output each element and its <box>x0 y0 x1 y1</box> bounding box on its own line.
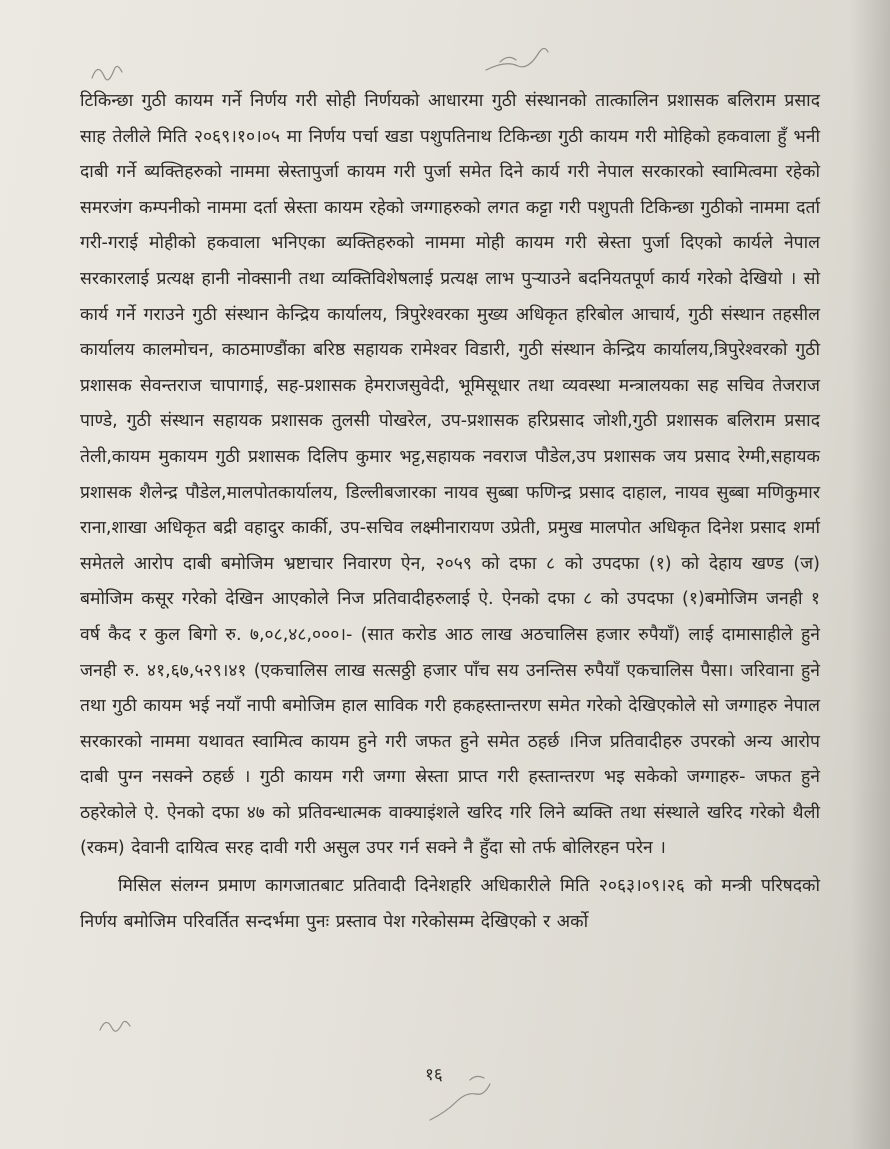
initial-mark-top-left <box>92 66 122 79</box>
page-number: १६ <box>425 1065 443 1085</box>
body-paragraph-1: टिकिन्छा गुठी कायम गर्ने निर्णय गरी सोही निर्णयको आधारमा गुठी संस्थानको तात्कालिन प्रशासक बलिराम प्रसाद साह तेलीले मिति २०६९।१०।०५ मा निर्णय पर्चा खडा पशुपतिनाथ टिकिन्छा गुठी कायम गरी मोहिको हकवाला हुँ भनी दाबी गर्ने ब्यक्तिहरुको नाममा स्रेस्तापुर्जा कायम गरी पुर्जा समेत दिने कार्य गरी नेपाल सरकारको स्वामित्वमा रहेको समरजंग कम्पनीको नाममा दर्ता स्रेस्ता कायम रहेको जग्गाहरुको लगत कट्टा गरी पशुपती टिकिन्छा गुठीको नाममा दर्ता गरी-गराई मोहीको हकवाला भनिएका ब्यक्तिहरुको नाममा मोही कायम गरी स्रेस्ता पुर्जा दिएको कार्यले नेपाल सरकारलाई प्रत्यक्ष हानी नोक्सानी तथा व्यक्तिविशेषलाई प्रत्यक्ष लाभ पुऱ्याउने बदनियतपूर्ण कार्य गरेको देखियो । सो कार्य गर्ने गराउने गुठी संस्थान केन्द्रिय कार्यालय, त्रिपुरेश्वरका मुख्य अधिकृत हरिबोल आचार्य, गुठी संस्थान तहसील कार्यालय कालमोचन, काठमाण्डौंका बरिष्ठ सहायक रामेश्वर विडारी, गुठी संस्थान केन्द्रिय कार्यालय,त्रिपुरेश्वरको गुठी प्रशासक सेवन्तराज चापागाई, सह-प्रशासक हेमराजसुवेदी, भूमिसूधार तथा व्यवस्था मन्त्रालयका सह सचिव तेजराज पाण्डे, गुठी संस्थान सहायक प्रशासक तुलसी पोखरेल, उप-प्रशासक हरिप्रसाद जोशी,गुठी प्रशासक बलिराम प्रसाद तेली,कायम मुकायम गुठी प्रशासक दिलिप कुमार भट्ट,सहायक नवराज पौडेल,उप प्रशासक जय प्रसाद रेग्मी,सहायक प्रशासक शैलेन्द्र पौडेल,मालपोतकार्यालय, डिल्लीबजारका नायव सुब्बा फणिन्द्र प्रसाद दाहाल, नायव सुब्बा मणिकुमार राना,शाखा अधिकृत बद्री वहादुर कार्की, उप-सचिव लक्ष्मीनारायण उप्रेती, प्रमुख मालपोत अधिकृत दिनेश प्रसाद शर्मा समेतले आरोप दाबी बमोजिम भ्रष्टाचार निवारण ऐन, २०५९ को दफा ८ को उपदफा (१) को देहाय खण्ड (ज) बमोजिम कसूर गरेको देखिन आएकोले निज प्रतिवादीहरुलाई ऐ. ऐनको दफा ८ को उपदफा (१)बमोजिम जनही १ वर्ष कैद र कुल बिगो रु. ७,०८,४८,०००।- (सात करोड आठ लाख अठचालिस हजार रुपैयाँ) लाई दामासाहीले हुने जनही रु. ४१,६७,५२९।४१ (एकचालिस लाख सत्सठ्ठी हजार पाँच सय उनन्तिस रुपैयाँ एकचालिस पैसा। जरिवाना हुने तथा गुठी कायम भई नयाँ नापी बमोजिम हाल साविक गरी हकहस्तान्तरण समेत गरेको देखिएकोले सो जग्गाहरु नेपाल सरकारको नाममा यथावत स्वामित्व कायम हुने गरी जफत हुने समेत ठहर्छ ।निज प्रतिवादीहरु उपरको अन्य आरोप दाबी पुग्न नसक्ने ठहर्छ । गुठी कायम गरी जग्गा स्रेस्ता प्राप्त गरी हस्तान्तरण भइ सकेको जग्गाहरु- जफत हुने ठहरेकोले ऐ. ऐनको दफा ४७ को प्रतिवन्धात्मक वाक्याइंशले खरिद गरि लिने ब्यक्ति तथा संस्थाले खरिद गरेको थैली (रकम) देवानी दायित्व सरह दावी गरी असुल उपर गर्न सक्ने नै हुँदा सो तर्फ बोलिरहन परेन । <box>80 91 820 859</box>
body-paragraph-2: मिसिल संलग्न प्रमाण कागजातबाट प्रतिवादी दिनेशहरि अधिकारीले मिति २०६३।०९।२६ को मन्त्री परिषदको निर्णय बमोजिम परिवर्तित सन्दर्भमा पुनः प्रस्ताव पेश गरेकोसम्म देखिएको र अर्को <box>80 876 820 932</box>
signature-mark-top <box>486 48 548 70</box>
page-edge-shadow <box>850 0 890 1149</box>
initial-mark-bottom-left <box>100 1021 130 1031</box>
document-body <box>80 84 820 940</box>
